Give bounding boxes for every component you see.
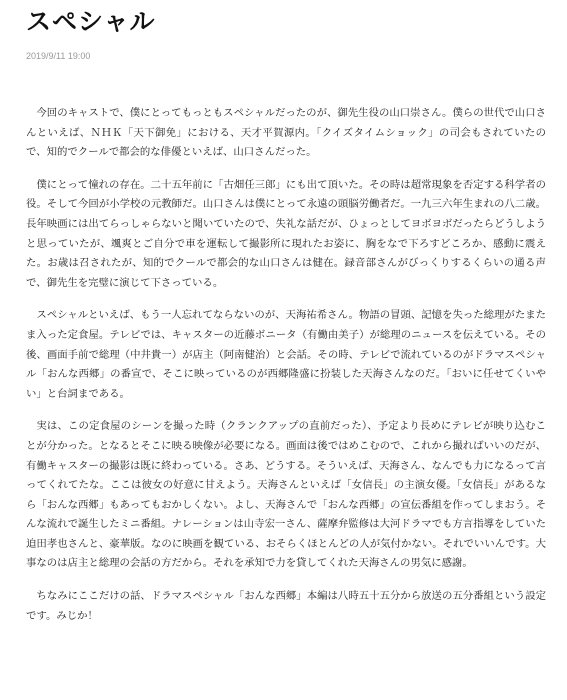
article [26, 0, 546, 639]
article-paragraph: 僕にとって憧れの存在。二十五年前に「古畑任三郎」にも出て頂いた。その時は超常現象を否定する科学者の役。そして今回が小学校の元教師だ。山口さんは僕にとって永遠の頭脳労働者だ。一九三六年生まれの八二歳。長年映画には出てらっしゃらないと聞いていたので、失礼な話だが、ひょっとしてヨボヨボだったらどうしようと思っていたが、颯爽とご自分で車を運転して撮影所に現れたお姿に、胸をなで下ろすどころか、感動に震えた。お歳は召されたが、知的でクールで都会的な山口さんは健在。録音部さんがびっくりするくらいの通る声で、御先生を完璧に演じて下さっている。 [26, 178, 546, 289]
article-timestamp: 2019/9/11 19:00 [26, 51, 91, 61]
article-paragraph: ちなみにここだけの話、ドラマスペシャル「おんな西郷」本編は八時五十五分から放送の五分番組という設定です。みじか！ [26, 590, 546, 622]
article-paragraph: スペシャルといえば、もう一人忘れてならないのが、天海祐希さん。物語の冒頭、記憶を失った総理がたまたま入った定食屋。テレビでは、キャスターの近藤ボニータ（有働由美子）が総理のニュースを伝えている。その後、画面手前で総理（中井貴一）が店主（阿南健治）と会話。その時、テレビで流れているのがドラマスペシャル「おんな西郷」の番宣で、そこに映っているのが西郷隆盛に扮装した天海さんなのだ。「おいに任せてくいやい」と台詞まである。 [26, 309, 546, 400]
article-paragraph: 今回のキャストで、僕にとってもっともスペシャルだったのが、御先生役の山口崇さん。僕らの世代で山口さんといえば、ＮＨＫ「天下御免」における、天才平賀源内。「クイズタイムショック」の司会もされていたので、知的でクールで都会的な俳優といえば、山口さんだった。 [26, 107, 546, 159]
article-title: スペシャル [26, 7, 156, 36]
article-body [26, 104, 546, 626]
article-paragraph: 実は、この定食屋のシーンを撮った時（クランクアップの直前だった）、予定より長めにテレビが映り込むことが分かった。となるとそこに映る映像が必要になる。画面は後ではめこむので、これから撮ればいいのだが、有働キャスターの撮影は既に終わっている。さあ、どうする。そういえば、天海さん、なんでも力になるって言ってくれてたな。ここは彼女の好意に甘えよう。天海さんといえば「女信長」の主演女優。「女信長」があるなら「おんな西郷」もあってもおかしくない。よし、天海さんで「おんな西郷」の宣伝番組を作ってしまおう。そんな流れで誕生したミニ番組。ナレーションは山寺宏一さん、薩摩弁監修は大河ドラマでも方言指導をしていた迫田孝也さんと、豪華版。なのに映画を観ている、おそらくほとんどの人が気付かない。それでいいんです。大事なのは店主と総理の会話の方だから。それを承知で力を貸してくれた天海さんの男気に感謝。 [26, 420, 546, 570]
